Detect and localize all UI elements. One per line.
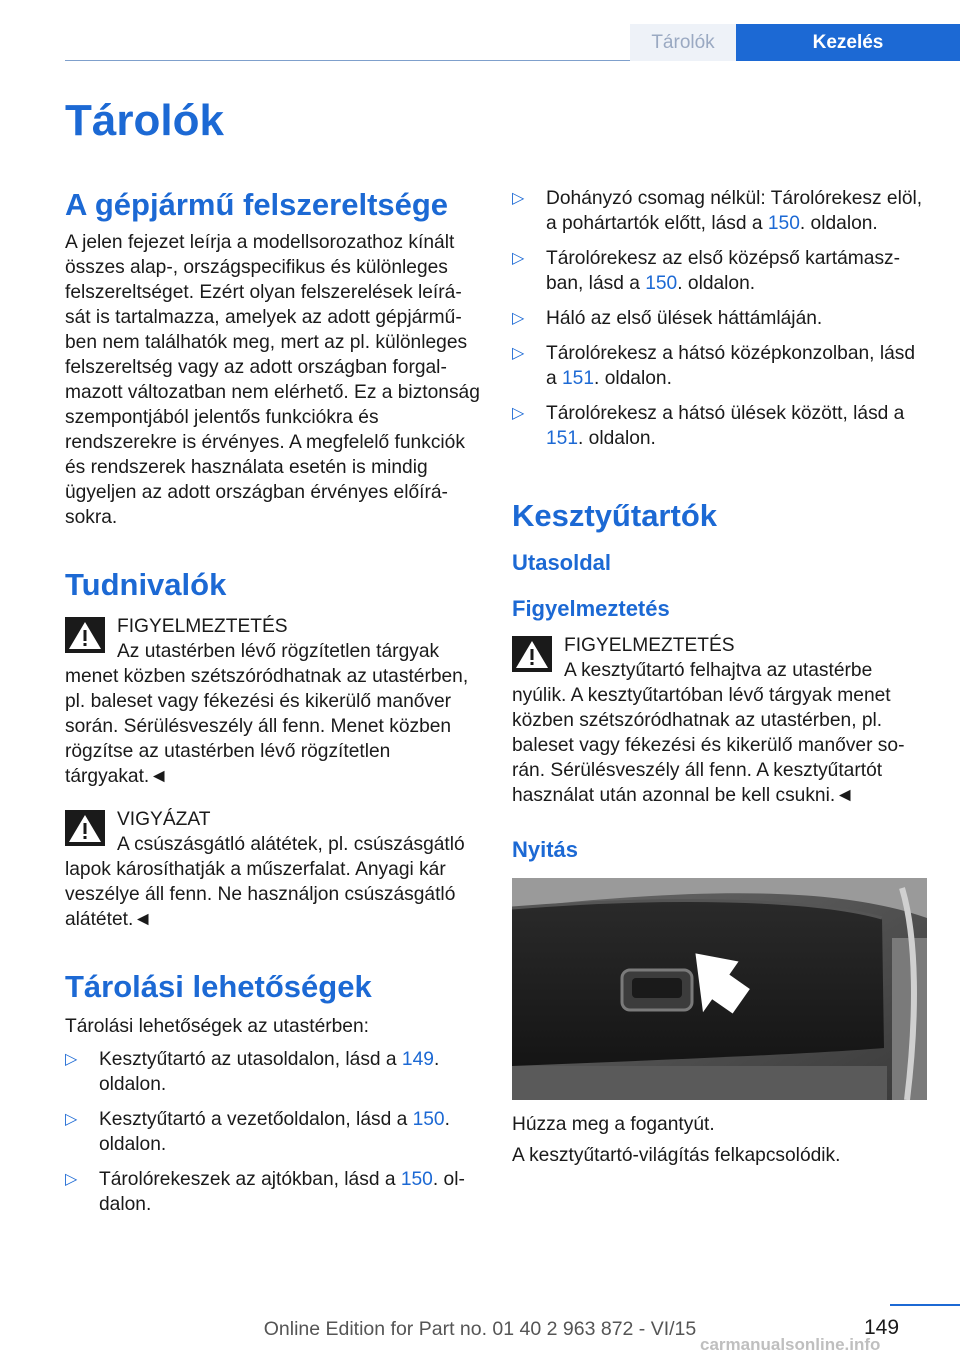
warning-lead: A kesztyűtartó felhajtva az utastérbe [564,660,873,681]
page-number: 149 [864,1316,900,1339]
watermark: carmanualsonline.info [700,1335,881,1354]
list-item: ▷ Kesztyűtartó az utasoldalon, lásd a 149. oldalon. [65,1049,440,1095]
triangle-bullet-icon: ▷ [65,1171,78,1188]
equip-text: A jelen fejezet leírja a modellsorozathoz kínált összes alap-, országspecifikus és különleges felszereltséget. Ezért olyan felszerelések leírását is tartalmazza, amelyek az adott gépjárműben nem találhatók meg, mert az pl. különleges felszereltség vagy az adott országban forgalmazott változatban nem elérhető. Ez a biztonság szempontjából jelentős funkciókra és rendszerekre is érvényes. A megfelelő funkciók és rendszerek használata esetén is mindig ügyeljen az adott országban érvényes előírásokra. [65,232,480,528]
triangle-bullet-icon: ▷ [512,250,525,267]
triangle-bullet-icon: ▷ [512,345,525,362]
page-link[interactable]: 151 [562,368,595,389]
list-item: ▷ Dohányzó csomag nélkül: Tárolórekesz elöl, a pohártartók előtt, lásd a 150. oldalon. [512,188,923,234]
footer-rule [890,1304,960,1306]
storage-list-right [512,186,927,451]
warning-heading: Figyelmeztetés [512,596,670,621]
tab-chapter[interactable]: Kezelés [736,24,960,61]
footer-edition: Online Edition for Part no. 01 40 2 963 872 - VI/15 [263,1318,697,1340]
page-link[interactable]: 149 [401,1049,434,1070]
warning-lead: Az utastérben lévő rögzítetlen tárgyak [117,641,440,662]
list-item: ▷ Tárolórekesz a hátsó középkonzolban, lásd a 151. oldalon. [512,343,916,389]
list-item: ▷ Tárolórekeszek az ajtókban, lásd a 150. oldalon. [65,1169,465,1215]
warning-block [65,614,480,789]
tab-section[interactable]: Tárolók [630,24,736,61]
open-step-1: Húzza meg a fogantyút. [512,1114,715,1135]
triangle-bullet-icon: ▷ [512,190,525,207]
page-link[interactable]: 151 [546,428,579,449]
glovebox-heading: Kesztyűtartók [512,498,717,533]
caution-lead: A csúszásgátló alátétek, pl. csúszásgátló [117,834,465,855]
right-column [512,186,927,1168]
glovebox-warning-block [512,633,927,808]
caution-title: VIGYÁZAT [117,809,211,830]
warning-text: nyúlik. A kesztyűtartóban lévő tárgyak menet közben szétszóródhatnak az utastérben, pl. baleset vagy fékezési és kikerülő manőver során. Sérülésveszély áll fenn. A kesztyűtartót használat után azonnal be kell csukni.◄ [512,685,905,806]
list-item: ▷ Tárolórekesz az első középső kartámaszban, lásd a 150. oldalon. [512,248,901,294]
warning-title: FIGYELMEZTETÉS [117,616,288,637]
list-item: ▷ Háló az első ülések háttámláján. [512,308,823,329]
storage-list-left [65,1047,480,1217]
warning-icon [512,636,552,672]
storage-heading: Tárolási lehetőségek [65,969,372,1004]
list-item: ▷ Kesztyűtartó a vezetőoldalon, lásd a 150. oldalon. [65,1109,450,1155]
notes-heading: Tudnivalók [65,567,227,602]
warning-text: menet közben szétszóródhatnak az utastérben, pl. baleset vagy fékezési és kikerülő manőver során. Sérülésveszély áll fenn. Menet közben rögzítse az utastérben lévő rögzítetlen tárgyakat.◄ [65,666,469,787]
caution-icon [65,810,105,846]
warning-icon [65,617,105,653]
left-column [65,186,480,1227]
page-link[interactable]: 150 [412,1109,445,1130]
open-step-2: A kesztyűtartó-világítás felkapcsolódik. [512,1145,841,1166]
list-item: ▷ Tárolórekesz a hátsó ülések között, lásd a 151. oldalon. [512,403,905,449]
equip-heading: A gépjármű felszereltsége [65,187,449,222]
warning-title: FIGYELMEZTETÉS [564,635,735,656]
caution-block [65,807,480,932]
triangle-bullet-icon: ▷ [65,1111,78,1128]
caution-text: lapok károsíthatják a műszerfalat. Anyagi kár veszélye áll fenn. Ne használjon csúszásgátló alátétet.◄ [65,859,456,930]
opening-heading: Nyitás [512,837,579,862]
page-title: Tárolók [65,96,224,145]
triangle-bullet-icon: ▷ [512,310,525,327]
triangle-bullet-icon: ▷ [512,405,525,422]
page-link[interactable]: 150 [400,1169,433,1190]
page-link[interactable]: 150 [645,273,678,294]
passenger-heading: Utasoldal [512,550,612,575]
page-link[interactable]: 150 [767,213,800,234]
glovebox-photo [512,878,927,1100]
triangle-bullet-icon: ▷ [65,1051,78,1068]
storage-intro: Tárolási lehetőségek az utastérben: [65,1016,369,1037]
